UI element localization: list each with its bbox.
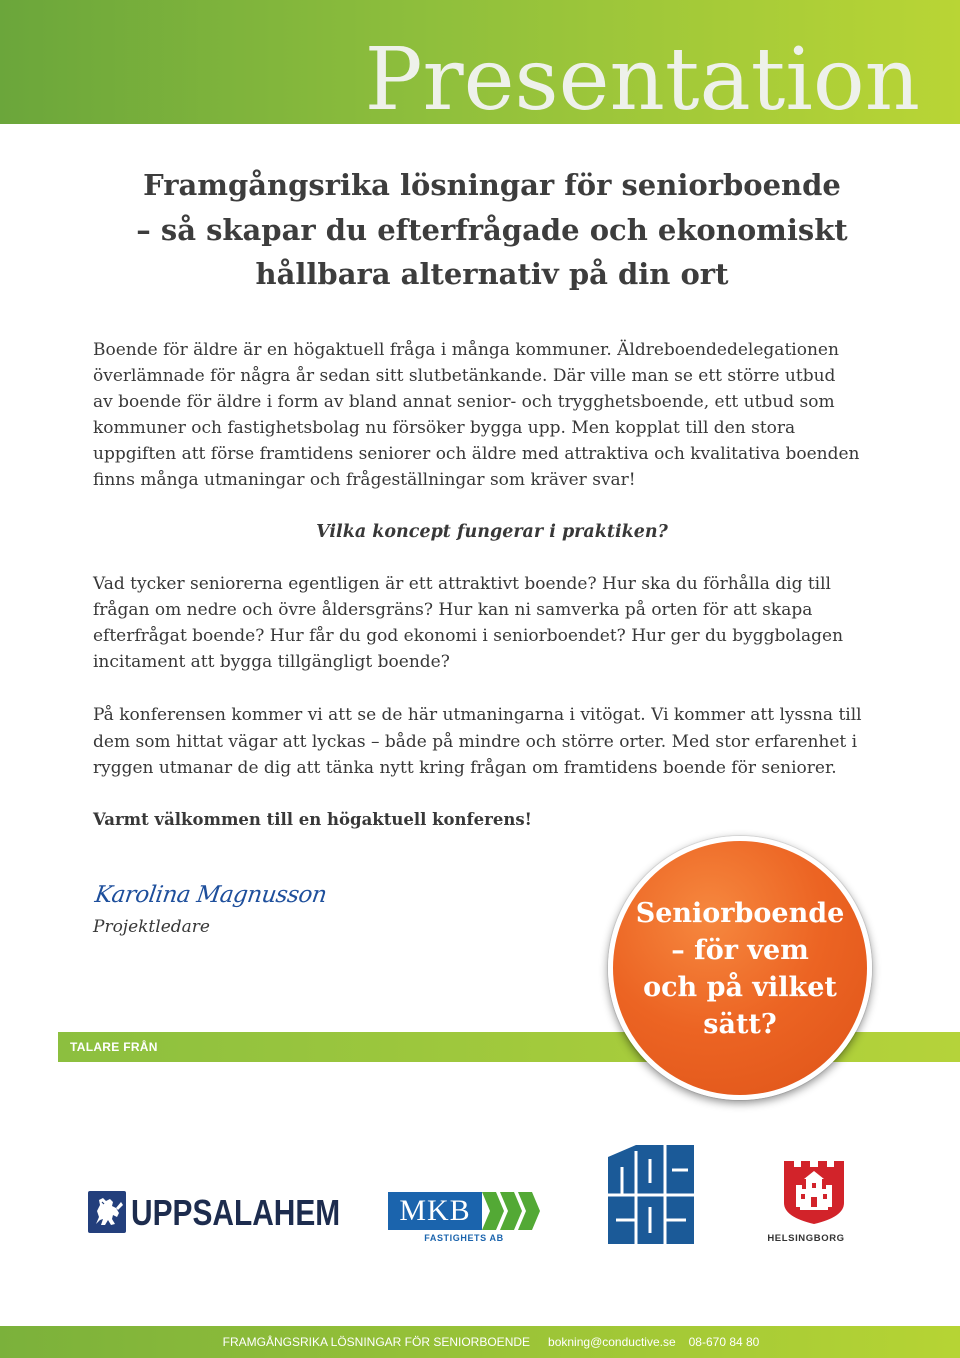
- intro-line: uppgiften att förse framtidens seniorer och äldre med attraktiva och kvalitativa boenden: [93, 444, 860, 464]
- subheading: Vilka koncept fungerar i praktiken?: [316, 522, 668, 542]
- badge-line: – för vem: [671, 934, 809, 966]
- signature-role: Projektledare: [93, 917, 210, 937]
- heading-line: hållbara alternativ på din ort: [255, 257, 729, 291]
- helsingborg-logo-text: HELSINGBORG: [767, 1233, 845, 1244]
- green-arrows-icon: [482, 1192, 540, 1230]
- casa-house-logo: [608, 1145, 694, 1244]
- badge-line: Seniorboende: [635, 897, 845, 929]
- castle-crest-icon: [782, 1157, 846, 1225]
- questions-line: efterfrågat boende? Hur får du god ekonomi i seniorboendet? Hur ger du byggbolagen: [93, 626, 844, 646]
- heading-line: – så skapar du efterfrågade och ekonomiskt: [136, 212, 848, 247]
- intro-line: finns många utmaningar och frågeställningar som kräver svar!: [93, 470, 636, 490]
- conference-paragraph: [93, 702, 862, 782]
- intro-line: av boende för äldre i form av bland annat senior- och trygghetsboende, ett utbud som: [93, 392, 835, 412]
- conference-line: På konferensen kommer vi att se de här utmaningarna i vitögat. Vi kommer att lyssna till: [93, 705, 862, 725]
- intro-line: kommuner och fastighetsbolag nu försöker bygga upp. Men kopplat till den stora: [93, 418, 796, 438]
- badge-text: [613, 895, 867, 1043]
- page-heading: [92, 163, 892, 297]
- top-banner: [0, 0, 960, 124]
- questions-line: frågan om nedre och övre åldersgräns? Hur kan ni samverka på orten för att skapa: [93, 600, 813, 620]
- heading-line: Framgångsrika lösningar för seniorboende: [143, 168, 841, 202]
- mkb-logo-subtitle: FASTIGHETS AB: [424, 1233, 504, 1243]
- footer-bar: [0, 1326, 960, 1358]
- speakers-label: TALARE FRÅN: [70, 1040, 158, 1054]
- topic-badge: [608, 836, 872, 1100]
- lion-shield-icon: [88, 1191, 126, 1233]
- footer-title: FRAMGÅNGSRIKA LÖSNINGAR FÖR SENIORBOENDE: [222, 1335, 531, 1349]
- questions-line: incitament att bygga tillgängligt boende?: [93, 652, 450, 672]
- questions-line: Vad tycker seniorerna egentligen är ett attraktivt boende? Hur ska du förhålla dig till: [93, 574, 831, 594]
- questions-paragraph: [93, 571, 843, 675]
- badge-line: sätt?: [703, 1008, 777, 1040]
- footer-email: bokning@conductive.se: [548, 1335, 676, 1349]
- footer-phone: 08-670 84 80: [688, 1335, 760, 1349]
- intro-line: Boende för äldre är en högaktuell fråga i många kommuner. Äldreboendedelegationen: [93, 340, 839, 360]
- welcome-text: Varmt välkommen till en högaktuell konferens!: [93, 810, 532, 829]
- uppsalahem-logo-text: UPPSALAHEM: [131, 1192, 341, 1233]
- mkb-logo-box: MKB: [388, 1192, 482, 1230]
- banner-title: Presentation: [364, 30, 920, 124]
- conference-line: ryggen utmanar de dig att tänka nytt kring frågan om framtidens boende för seniorer.: [93, 758, 837, 778]
- signature: Karolina Magnusson: [93, 882, 329, 908]
- intro-paragraph: [93, 337, 860, 493]
- intro-line: överlämnade för några år sedan sitt slutbetänkande. Där ville man se ett större utbud: [93, 366, 836, 386]
- badge-line: och på vilket: [643, 971, 837, 1003]
- conference-line: dem som hittat vägar att lyckas – både på mindre och större orter. Med stor erfarenhet i: [93, 731, 858, 752]
